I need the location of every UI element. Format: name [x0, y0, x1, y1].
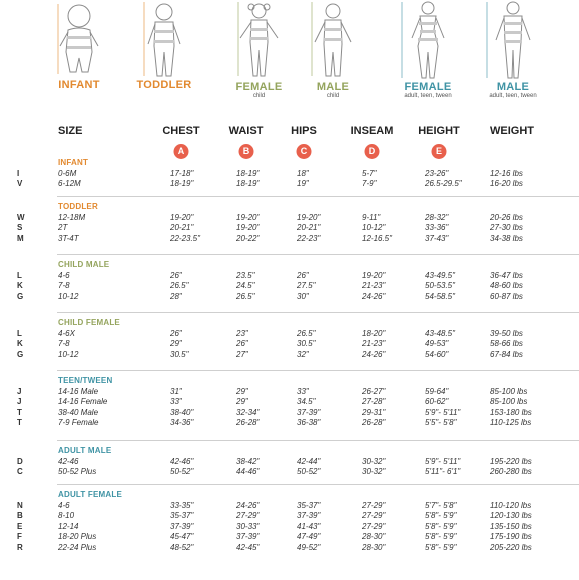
size-name: 4-6	[58, 501, 70, 510]
measurement-cell: 33-35"	[170, 501, 194, 510]
measurement-cell: 260-280 lbs	[490, 467, 532, 477]
measurement-cell: 30"	[297, 291, 309, 301]
measurement-cell: 36-38"	[297, 418, 321, 428]
table-row	[0, 271, 579, 281]
size-name: 7-8	[58, 339, 70, 349]
measurement-cell: 19-20"	[236, 213, 260, 222]
size-code: M	[17, 233, 24, 243]
measurement-cell: 30-32"	[362, 467, 386, 477]
measurement-cell: 18"	[297, 169, 309, 178]
figure-label: MALE	[496, 81, 530, 93]
measurement-cell: 26-28"	[362, 418, 386, 428]
table-row	[0, 329, 579, 339]
table-row	[0, 223, 579, 233]
measurement-cell: 26.5-29.5"	[425, 179, 462, 189]
badge-b: B	[239, 144, 254, 159]
table-row	[0, 281, 579, 291]
column-headers	[0, 125, 579, 139]
table-row	[0, 418, 579, 428]
size-name: 0-6M	[58, 169, 77, 178]
measurement-cell: 135-150 lbs	[490, 521, 532, 531]
measurement-cell: 67-84 lbs	[490, 349, 523, 359]
measurement-cell: 43-49.5"	[425, 271, 455, 280]
measurement-cell: 37-39"	[297, 511, 321, 521]
measurement-cell: 12-16.5"	[362, 233, 392, 243]
size-code: V	[17, 179, 23, 189]
size-code: E	[17, 521, 23, 531]
measurement-cell: 27-30 lbs	[490, 223, 523, 233]
measurement-cell: 48-52"	[170, 542, 194, 552]
measurement-cell: 85-100 lbs	[490, 397, 528, 407]
figure-male-adult	[473, 0, 553, 100]
measurement-cell: 54-58.5"	[425, 291, 455, 301]
measurement-cell: 23.5"	[236, 271, 255, 280]
measurement-cell: 33"	[297, 387, 309, 396]
measurement-cell: 5-7"	[362, 169, 377, 178]
measurement-cell: 5'5"- 5'8"	[425, 418, 457, 428]
table-row	[0, 387, 579, 397]
measurement-cell: 28-30"	[362, 542, 386, 552]
female-adult-silhouette-icon	[388, 0, 468, 82]
header-hips: HIPS	[291, 125, 317, 137]
measurement-cell: 27-29"	[362, 511, 386, 521]
measurement-cell: 153-180 lbs	[490, 407, 532, 417]
measurement-cell: 24-26"	[362, 291, 386, 301]
size-code: J	[17, 397, 22, 407]
size-name: 6-12M	[58, 179, 81, 189]
figure-female-child	[224, 0, 294, 100]
table-row	[0, 501, 579, 511]
measurement-cell: 60-62"	[425, 397, 449, 407]
size-code: N	[17, 501, 23, 510]
size-code: T	[17, 418, 22, 428]
measurement-cell: 42-44"	[297, 457, 321, 466]
measurement-cell: 110-125 lbs	[490, 418, 532, 428]
measurement-cell: 58-66 lbs	[490, 339, 523, 349]
size-name: 38-40 Male	[58, 407, 99, 417]
table-row	[0, 532, 579, 542]
measurement-cell: 32-34"	[236, 407, 260, 417]
measurement-cell: 26.5"	[297, 329, 316, 338]
measurement-cell: 5'8"- 5'9"	[425, 511, 457, 521]
table-row	[0, 543, 579, 553]
size-code: R	[17, 542, 23, 552]
measurement-cell: 29"	[236, 387, 248, 396]
size-code: F	[17, 532, 22, 542]
measurement-cell: 50-53.5"	[425, 281, 455, 291]
size-name: 14-16 Female	[58, 397, 108, 407]
measurement-cell: 50-52"	[297, 467, 321, 477]
size-name: 22-24 Plus	[58, 542, 97, 552]
table-row	[0, 292, 579, 302]
measurement-cell: 20-22"	[236, 233, 260, 243]
male-adult-silhouette-icon	[473, 0, 553, 82]
header-inseam: INSEAM	[350, 125, 394, 137]
measurement-cell: 5'8"- 5'9"	[425, 521, 457, 531]
measurement-cell: 26"	[236, 339, 248, 349]
measurement-cell: 7-9"	[362, 179, 377, 189]
measurement-cell: 26.5"	[236, 291, 255, 301]
measurement-cell: 175-190 lbs	[490, 532, 532, 542]
table-row	[0, 339, 579, 349]
measurement-cell: 29-31"	[362, 407, 386, 417]
size-code: D	[17, 457, 23, 466]
measurement-cell: 24-26"	[236, 501, 260, 510]
measurement-cell: 29"	[236, 397, 248, 407]
table-row	[0, 511, 579, 521]
measurement-cell: 37-39"	[236, 532, 260, 542]
measurement-cell: 34-38 lbs	[490, 233, 523, 243]
size-code: G	[17, 349, 24, 359]
badge-e: E	[432, 144, 447, 159]
table-row	[0, 350, 579, 360]
measurement-cell: 27"	[236, 349, 248, 359]
measurement-cell: 18-19"	[236, 179, 260, 189]
measurement-cell: 26"	[170, 329, 182, 338]
figure-sublabel: child	[326, 93, 340, 99]
measurement-cell: 33"	[170, 397, 182, 407]
size-name: 2T	[58, 223, 68, 233]
measurement-cell: 5'8"- 5'9"	[425, 542, 457, 552]
table-row	[0, 179, 579, 189]
measurement-cell: 28-30"	[362, 532, 386, 542]
header-chest: CHEST	[162, 125, 200, 137]
section-divider	[57, 370, 579, 371]
measurement-cell: 20-26 lbs	[490, 213, 523, 222]
size-name: 12-18M	[58, 213, 86, 222]
figure-toddler	[129, 0, 199, 98]
figure-label: TODDLER	[136, 79, 192, 91]
measurement-cell: 39-50 lbs	[490, 329, 523, 338]
measurement-cell: 26-27"	[362, 387, 386, 396]
size-name: 18-20 Plus	[58, 532, 97, 542]
size-code: S	[17, 223, 23, 233]
size-code: W	[17, 213, 25, 222]
table-row	[0, 467, 579, 477]
measurement-cell: 28-32"	[425, 213, 449, 222]
header-height: HEIGHT	[418, 125, 460, 137]
measurement-cell: 18-20"	[362, 329, 386, 338]
measurement-cell: 110-120 lbs	[490, 501, 532, 510]
measurement-cell: 120-130 lbs	[490, 511, 532, 521]
size-name: 12-14	[58, 521, 79, 531]
measurement-cell: 35-37"	[297, 501, 321, 510]
figure-strip	[0, 0, 579, 115]
figure-label: MALE	[316, 81, 350, 93]
section-title: ADULT MALE	[58, 446, 112, 455]
female-child-silhouette-icon	[224, 0, 294, 82]
badge-c: C	[297, 144, 312, 159]
figure-label: FEMALE	[404, 81, 452, 93]
measurement-cell: 37-43"	[425, 233, 449, 243]
table-row	[0, 522, 579, 532]
header-weight: WEIGHT	[490, 125, 534, 137]
figure-sublabel: child	[252, 93, 266, 99]
size-code: C	[17, 467, 23, 477]
measurement-cell: 18-19"	[236, 169, 260, 178]
male-child-silhouette-icon	[298, 0, 368, 82]
badge-d: D	[365, 144, 380, 159]
measurement-cell: 85-100 lbs	[490, 387, 528, 396]
measurement-cell: 42-45"	[236, 542, 260, 552]
measurement-cell: 19-20"	[170, 213, 194, 222]
size-code: T	[17, 407, 22, 417]
measurement-cell: 34-36"	[170, 418, 194, 428]
badge-a: A	[174, 144, 189, 159]
measurement-cell: 27-28"	[362, 397, 386, 407]
measurement-cell: 195-220 lbs	[490, 457, 532, 466]
measurement-cell: 5'9"- 5'11"	[425, 457, 461, 466]
measurement-cell: 23"	[236, 329, 248, 338]
measurement-cell: 34.5"	[297, 397, 316, 407]
measurement-cell: 22-23"	[297, 233, 321, 243]
size-name: 4-6X	[58, 329, 75, 338]
size-code: G	[17, 291, 24, 301]
measurement-cell: 47-49"	[297, 532, 321, 542]
figure-sublabel: adult, teen, tween	[489, 93, 537, 99]
measurement-cell: 28"	[170, 291, 182, 301]
table-row	[0, 169, 579, 179]
measurement-cell: 29"	[170, 339, 182, 349]
measurement-cell: 10-12"	[362, 223, 386, 233]
header-size: SIZE	[58, 125, 83, 137]
measurement-cell: 27-29"	[362, 521, 386, 531]
size-code: K	[17, 281, 23, 291]
toddler-silhouette-icon	[129, 0, 199, 80]
measurement-cell: 42-46"	[170, 457, 194, 466]
measurement-cell: 41-43"	[297, 521, 321, 531]
measurement-cell: 21-23"	[362, 339, 386, 349]
measurement-cell: 19-20"	[236, 223, 260, 233]
measurement-cell: 12-16 lbs	[490, 169, 523, 178]
measurement-cell: 24.5"	[236, 281, 255, 291]
measurement-cell: 44-46"	[236, 467, 260, 477]
header-waist: WAIST	[228, 125, 264, 137]
measurement-cell: 5'11"- 6'1"	[425, 467, 461, 477]
measurement-cell: 27.5"	[297, 281, 316, 291]
size-code: L	[17, 271, 22, 280]
measurement-cell: 49-53"	[425, 339, 449, 349]
measurement-cell: 32"	[297, 349, 309, 359]
measurement-cell: 49-52"	[297, 542, 321, 552]
section-title: INFANT	[58, 158, 89, 167]
measurement-cell: 26"	[297, 271, 309, 280]
section-title: TODDLER	[58, 202, 98, 211]
measurement-cell: 205-220 lbs	[490, 542, 532, 552]
size-name: 7-8	[58, 281, 70, 291]
measurement-cell: 20-21"	[170, 223, 194, 233]
measurement-cell: 26-28"	[236, 418, 260, 428]
measurement-cell: 50-52"	[170, 467, 194, 477]
measurement-cell: 24-26"	[362, 349, 386, 359]
measurement-cell: 30-33"	[236, 521, 260, 531]
section-title: CHILD FEMALE	[58, 318, 120, 327]
measurement-cell: 17-18"	[170, 169, 194, 178]
measurement-cell: 35-37"	[170, 511, 194, 521]
section-divider	[57, 254, 579, 255]
table-row	[0, 213, 579, 223]
measurement-cell: 48-60 lbs	[490, 281, 523, 291]
size-name: 7-9 Female	[58, 418, 99, 428]
measurement-cell: 36-47 lbs	[490, 271, 523, 280]
measurement-cell: 45-47"	[170, 532, 194, 542]
measurement-cell: 27-29"	[362, 501, 386, 510]
table-row	[0, 408, 579, 418]
measurement-cell: 16-20 lbs	[490, 179, 523, 189]
measurement-cell: 26"	[170, 271, 182, 280]
size-code: L	[17, 329, 22, 338]
measurement-cell: 26.5"	[170, 281, 189, 291]
section-title: CHILD MALE	[58, 260, 110, 269]
measurement-cell: 33-36"	[425, 223, 449, 233]
measurement-cell: 21-23"	[362, 281, 386, 291]
figure-male-child	[298, 0, 368, 100]
size-code: B	[17, 511, 23, 521]
measurement-cell: 27-29"	[236, 511, 260, 521]
size-code: J	[17, 387, 22, 396]
measurement-cell: 5'7"- 5'8"	[425, 501, 457, 510]
figure-female-adult	[388, 0, 468, 100]
measurement-cell: 38-42"	[236, 457, 260, 466]
size-name: 10-12	[58, 291, 79, 301]
measurement-cell: 5'9"- 5'11"	[425, 407, 461, 417]
size-name: 3T-4T	[58, 233, 79, 243]
figure-sublabel: adult, teen, tween	[404, 93, 452, 99]
size-name: 8-10	[58, 511, 75, 521]
section-title: ADULT FEMALE	[58, 490, 123, 499]
section-divider	[57, 312, 579, 313]
measurement-cell: 37-39"	[170, 521, 194, 531]
figure-label: INFANT	[58, 79, 100, 91]
measurement-cell: 38-40"	[170, 407, 194, 417]
section-divider	[57, 484, 579, 485]
measurement-cell: 19"	[297, 179, 309, 189]
size-name: 10-12	[58, 349, 79, 359]
size-code: I	[17, 169, 20, 178]
figure-infant	[44, 0, 114, 98]
measurement-cell: 22-23.5"	[170, 233, 200, 243]
section-divider	[57, 196, 579, 197]
section-divider	[57, 440, 579, 441]
size-name: 4-6	[58, 271, 70, 280]
measurement-cell: 43-48.5"	[425, 329, 455, 338]
size-name: 14-16 Male	[58, 387, 99, 396]
measurement-cell: 20-21"	[297, 223, 321, 233]
measurement-cell: 5'8"- 5'9"	[425, 532, 457, 542]
table-row	[0, 457, 579, 467]
size-code: K	[17, 339, 23, 349]
measurement-cell: 30.5"	[297, 339, 316, 349]
measurement-cell: 19-20"	[297, 213, 321, 222]
measurement-cell: 19-20"	[362, 271, 386, 280]
measurement-cell: 23-26"	[425, 169, 449, 178]
measurement-cell: 54-60"	[425, 349, 449, 359]
table-row	[0, 234, 579, 244]
infant-silhouette-icon	[44, 0, 114, 80]
measurement-cell: 30-32"	[362, 457, 386, 466]
measurement-cell: 59-64"	[425, 387, 449, 396]
measurement-cell: 31"	[170, 387, 182, 396]
figure-label: FEMALE	[235, 81, 283, 93]
section-title: TEEN/TWEEN	[58, 376, 113, 385]
measurement-cell: 37-39"	[297, 407, 321, 417]
measurement-cell: 18-19"	[170, 179, 194, 189]
size-name: 50-52 Plus	[58, 467, 97, 477]
measurement-cell: 60-87 lbs	[490, 291, 523, 301]
measurement-cell: 9-11"	[362, 213, 381, 222]
size-name: 42-46	[58, 457, 79, 466]
table-row	[0, 397, 579, 407]
measurement-cell: 30.5"	[170, 349, 189, 359]
